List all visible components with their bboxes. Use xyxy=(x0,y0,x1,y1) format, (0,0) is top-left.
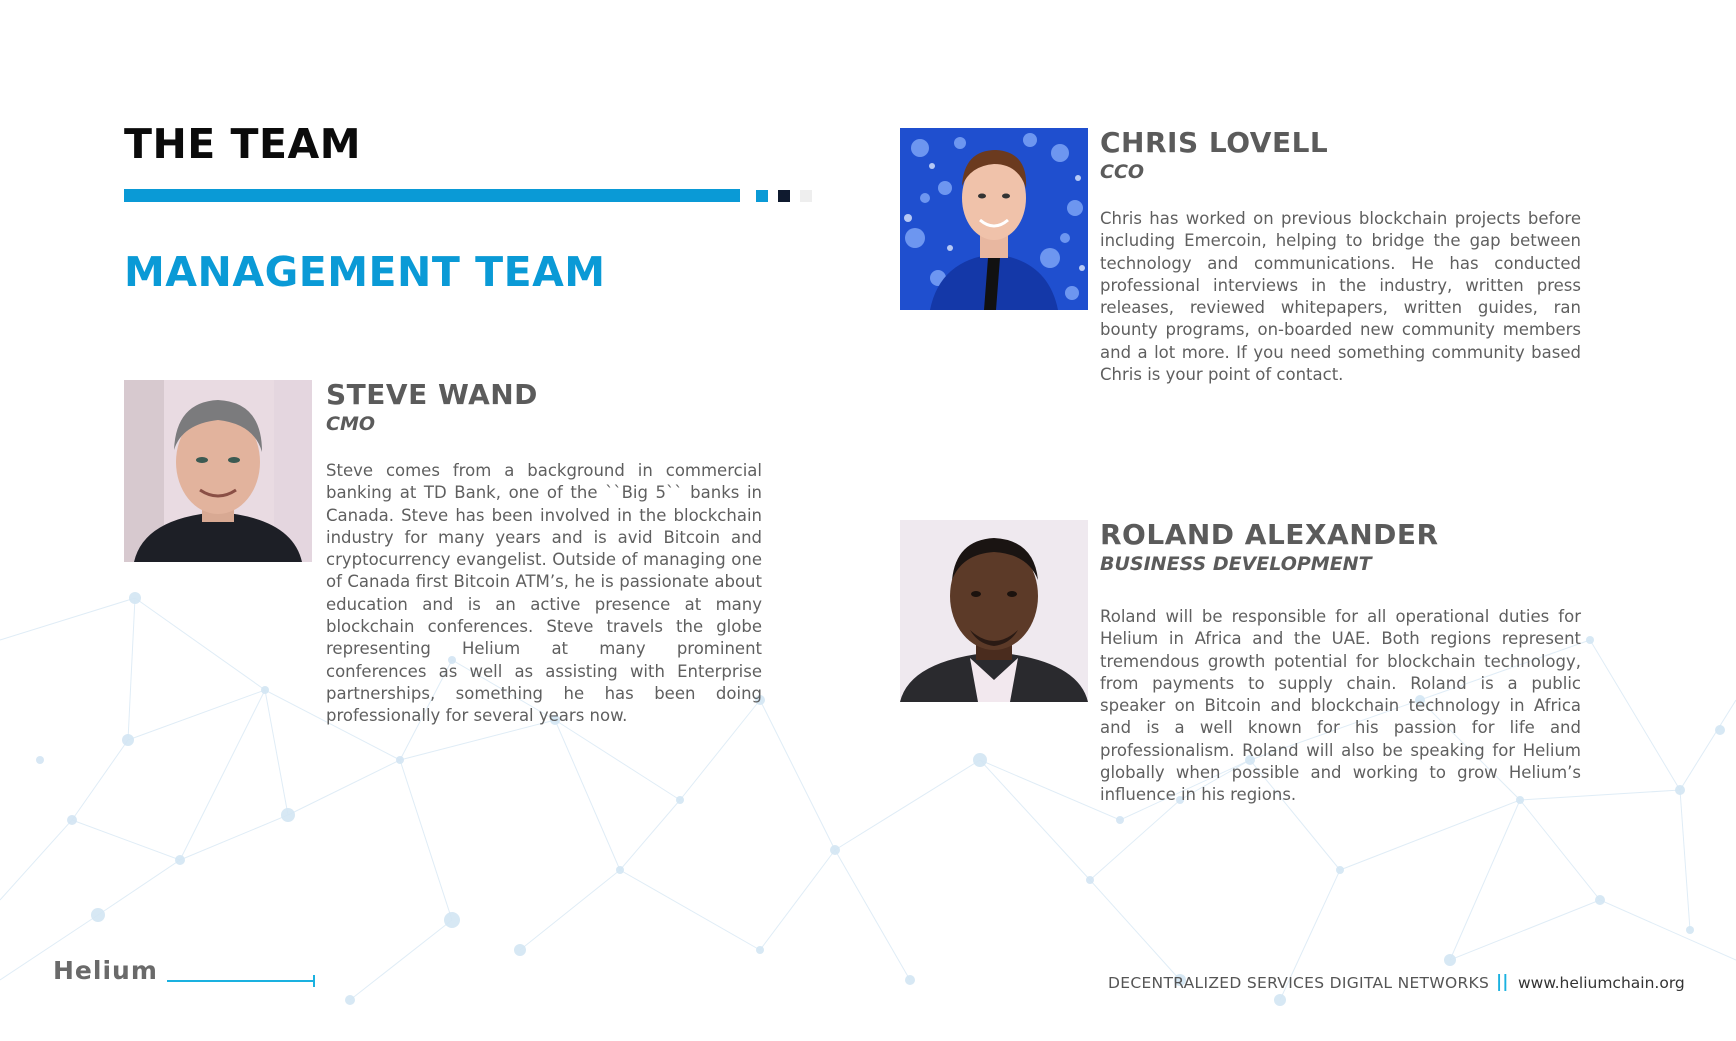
chris-lovell-photo xyxy=(900,128,1088,310)
footer-tagline: DECENTRALIZED SERVICES DIGITAL NETWORKS xyxy=(1108,974,1490,992)
footer-brand: Helium xyxy=(53,956,158,985)
footer-divider-tick xyxy=(313,975,315,987)
steve-wand-photo xyxy=(124,380,312,562)
accent-square-blue xyxy=(756,190,768,202)
member-name: ROLAND ALEXANDER xyxy=(1100,518,1439,551)
title-underline-bar xyxy=(124,189,740,202)
section-subtitle: MANAGEMENT TEAM xyxy=(124,248,606,296)
member-bio: Steve comes from a background in commercial banking at TD Bank, one of the ``Big 5`` banks in Canada. Steve has been involved in the blockchain industry for many years and is avid Bitcoin and cryptocurrency evangelist. Outside of managing one of Canada first Bitcoin ATM’s, he is passionate about education and is an active presence at many blockchain conferences. Steve travels the globe representing Helium at many prominent conferences as well as assisting with Enterprise partnerships, something he has been doing professionally for several years now. xyxy=(326,461,762,726)
accent-square-dark xyxy=(778,190,790,202)
member-role: CCO xyxy=(1100,161,1145,183)
footer-url: www.heliumchain.org xyxy=(1518,974,1685,992)
member-bio: Chris has worked on previous blockchain projects before including Emercoin, helping to bridge the gap between technology and communications. He has conducted professional interviews in the industry, written press releases, reviewed whitepapers, written guides, ran bounty programs, on-boarded new community members and a lot more. If you need something community based Chris is your point of contact. xyxy=(1100,209,1581,385)
footer-divider-line xyxy=(167,980,314,982)
member-name: STEVE WAND xyxy=(326,378,538,411)
member-role: BUSINESS DEVELOPMENT xyxy=(1100,553,1372,575)
member-name: CHRIS LOVELL xyxy=(1100,126,1329,159)
page-title: THE TEAM xyxy=(124,120,362,168)
member-bio: Roland will be responsible for all operational duties for Helium in Africa and the UAE. Both regions represent tremendous growth potential for blockchain technology, from payments to supply chain. Roland is a public speaker on Bitcoin and blockchain technology in Africa and is a well known for his passion for life and professionalism. Roland will also be speaking for Helium globally when possible and working to grow Helium’s influence in his regions. xyxy=(1100,607,1581,805)
member-role: CMO xyxy=(326,413,376,435)
roland-alexander-photo xyxy=(900,520,1088,702)
accent-square-light xyxy=(800,190,812,202)
footer-separator: || xyxy=(1496,972,1509,992)
